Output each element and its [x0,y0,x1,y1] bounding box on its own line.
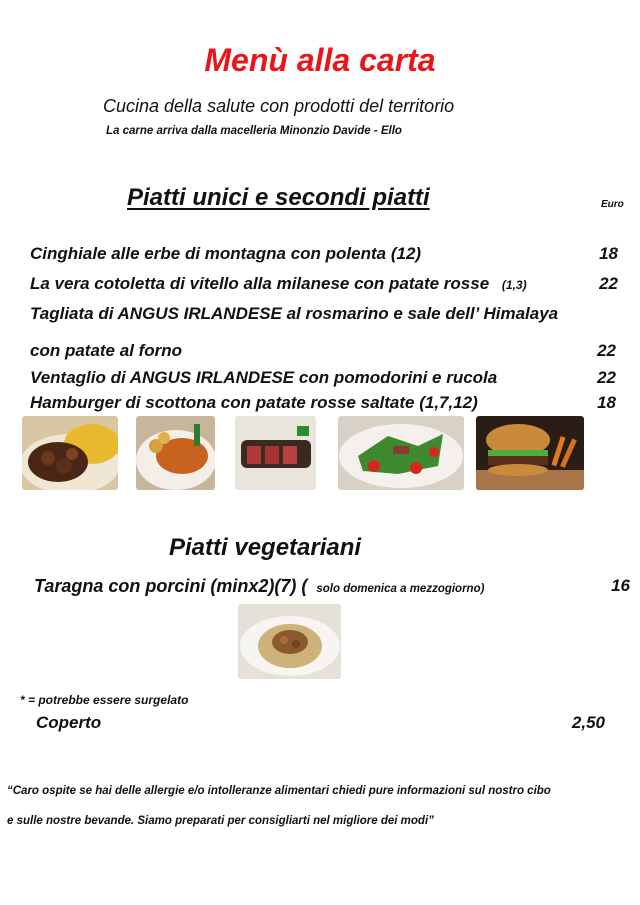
section-title-vegetarian: Piatti vegetariani [169,534,362,561]
dish-price: 18 [597,393,616,412]
veg-dish-price: 16 [611,576,630,595]
veg-dish [34,576,484,597]
section-title-main-dishes: Piatti unici e secondi piatti [127,184,430,211]
menu-title: Menù alla carta [204,42,436,78]
dish-price: 22 [599,274,618,293]
allergy-notice-line: “Caro ospite se hai delle allergie e/o intolleranze alimentari chiedi pure informazioni sul nostro cibo [7,785,551,797]
taragna-porcini-photo [238,604,341,679]
boar-stew-polenta-photo [22,416,118,490]
dish-price: 22 [597,341,616,360]
menu-subtitle: Cucina della salute con prodotti del territorio [103,96,455,116]
dish-price: 18 [599,244,618,263]
currency-label: Euro [601,199,624,210]
dish-name: Cinghiale alle erbe di montagna con polenta (12) [30,244,422,263]
veg-dish-name: Taragna con porcini (minx2)(7) ( [34,576,308,596]
dish-name [30,274,527,294]
dish-name: Hamburger di scottona con patate rosse saltate (1,7,12) [30,393,478,412]
sliced-beef-photo [235,416,316,490]
dish-name: Tagliata di ANGUS IRLANDESE al rosmarino e sale dell’ Himalaya [30,304,559,323]
dish-name-text: La vera cotoletta di vitello alla milanese con patate rosse [30,274,490,293]
allergen-ref: (1,3) [501,278,527,292]
cover-charge-price: 2,50 [571,713,605,732]
dish-price: 22 [597,368,616,387]
dish-name: con patate al forno [30,341,183,360]
dish-name: Ventaglio di ANGUS IRLANDESE con pomodorini e rucola [30,368,498,387]
beef-tomato-rocket-photo [338,416,464,490]
frozen-footnote: * = potrebbe essere surgelato [20,693,189,707]
allergy-notice-line: e sulle nostre bevande. Siamo preparati per consigliarti nel migliore dei modi” [7,815,434,827]
veg-dish-note: solo domenica a mezzogiorno) [316,583,485,595]
hamburger-fries-photo [476,416,584,490]
cutlet-potatoes-photo [136,416,215,490]
butcher-note: La carne arriva dalla macelleria Minonzio Davide - Ello [106,125,402,137]
cover-charge-label: Coperto [36,713,102,732]
